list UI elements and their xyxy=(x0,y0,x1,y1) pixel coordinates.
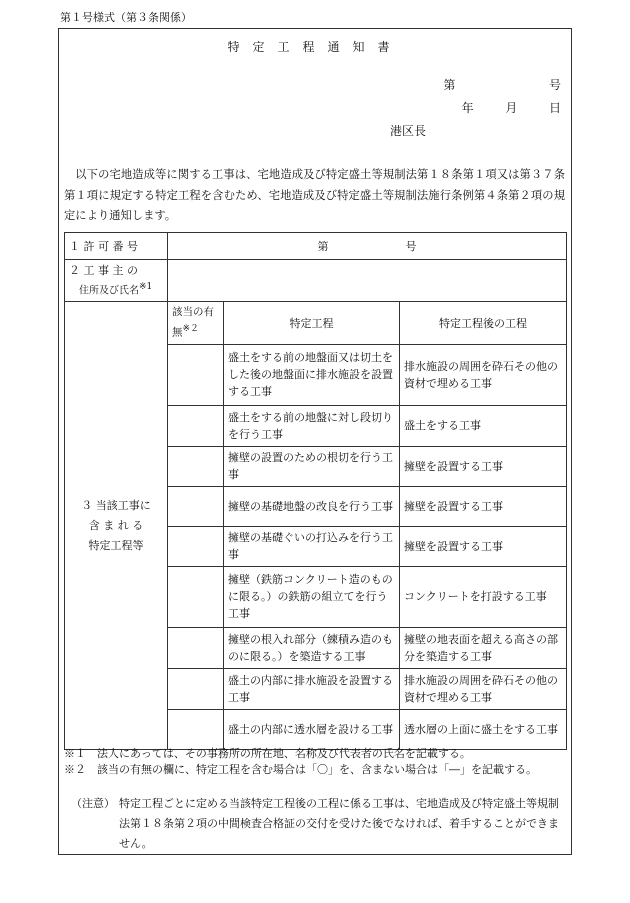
form-title: 特定工程通知書 xyxy=(227,40,403,54)
process-text: 盛土をする前の地盤に対し段切りを行う工事 xyxy=(224,405,400,446)
process-header: 特定工程 xyxy=(224,302,400,345)
process-text: 擁壁の基礎ぐいの打込みを行う工事 xyxy=(224,526,400,566)
caution xyxy=(71,794,563,854)
after-text: 擁壁を設置する工事 xyxy=(400,446,567,486)
permit-row xyxy=(65,233,567,260)
process-label-1: ３ 当該工事に xyxy=(81,498,151,512)
after-text: 盛土をする工事 xyxy=(400,405,567,446)
document-number xyxy=(443,76,561,93)
applicable-cell[interactable] xyxy=(168,526,224,566)
notes xyxy=(59,746,571,778)
intro-text: 以下の宅地造成等に関する工事は、宅地造成及び特定盛土等規制法第１８条第１項又は第３７条第１項に規定する特定工程を含むため、宅地造成及び特定盛土等規制法施行条例第４条第２項の規定により通知します。 xyxy=(64,168,565,222)
permit-number[interactable] xyxy=(168,233,567,260)
process-label-3: 特定工程等 xyxy=(88,538,144,552)
applicable-cell[interactable] xyxy=(168,446,224,486)
applicable-cell[interactable] xyxy=(168,709,224,749)
after-text: コンクリートを打設する工事 xyxy=(400,566,567,627)
after-text: 擁壁の地表面を超える高さの部分を築造する工事 xyxy=(400,627,567,668)
caution-body: 特定工程ごとに定める当該特定工程後の工程に係る工事は、宅地造成及び特定盛土等規制法第１８条第２項の中間検査合格証の交付を受けた後でなければ、着手することができません。 xyxy=(119,797,559,850)
date-day: 日 xyxy=(548,101,561,115)
header-row xyxy=(65,302,567,345)
process-text: 盛土の内部に透水層を設ける工事 xyxy=(224,709,400,749)
permit-no-prefix: 第 xyxy=(317,239,329,253)
permit-no-suffix: 号 xyxy=(405,239,417,253)
owner-label-cell xyxy=(65,260,168,302)
after-text: 擁壁を設置する工事 xyxy=(400,486,567,526)
owner-row xyxy=(65,260,567,302)
number-prefix: 第 xyxy=(443,78,456,92)
note-1: ※１ 法人にあっては、その事務所の所在地、名称及び代表者の氏名を記載する。 xyxy=(64,747,471,760)
process-text: 盛土の内部に排水施設を設置する工事 xyxy=(224,668,400,709)
applicable-cell[interactable] xyxy=(168,627,224,668)
process-text: 擁壁（鉄筋コンクリート造のものに限る。）の鉄筋の組立てを行う工事 xyxy=(224,566,400,627)
owner-label: ２ 工 事 主 の xyxy=(69,264,138,277)
applicable-header-text: 該当の有無 xyxy=(172,306,214,339)
form-id: 第１号様式（第３条関係） xyxy=(60,11,192,24)
owner-sub-text: 住所及び氏名 xyxy=(79,285,139,297)
applicable-cell[interactable] xyxy=(168,486,224,526)
after-header: 特定工程後の工程 xyxy=(400,302,567,345)
process-text: 擁壁の設置のための根切を行う工事 xyxy=(224,446,400,486)
date-month: 月 xyxy=(505,101,518,115)
owner-sub-label xyxy=(69,279,163,299)
owner-mark: ※1 xyxy=(139,282,153,292)
addressee: 港区長 xyxy=(390,124,427,138)
permit-label: １ 許 可 番 号 xyxy=(65,233,168,260)
applicable-cell[interactable] xyxy=(168,668,224,709)
caution-head: （注意） xyxy=(71,797,115,810)
after-text: 透水層の上面に盛土をする工事 xyxy=(400,709,567,749)
date-year: 年 xyxy=(461,101,474,115)
process-table xyxy=(64,232,567,750)
after-text: 擁壁を設置する工事 xyxy=(400,526,567,566)
after-text: 排水施設の周囲を砕石その他の資材で埋める工事 xyxy=(400,344,567,405)
applicable-cell[interactable] xyxy=(168,405,224,446)
applicable-header xyxy=(168,302,224,345)
owner-value[interactable] xyxy=(168,260,567,302)
applicable-cell[interactable] xyxy=(168,344,224,405)
process-label xyxy=(65,302,168,750)
note-2: ※２ 該当の有無の欄に、特定工程を含む場合は「〇」を、含まない場合は「―」を記載する。 xyxy=(64,763,537,776)
process-label-2: 含 ま れ る xyxy=(88,518,144,532)
number-suffix: 号 xyxy=(548,78,561,92)
process-text: 擁壁の基礎地盤の改良を行う工事 xyxy=(224,486,400,526)
applicable-cell[interactable] xyxy=(168,566,224,627)
after-text: 排水施設の周囲を砕石その他の資材で埋める工事 xyxy=(400,668,567,709)
process-text: 擁壁の根入れ部分（練積み造のものに限る。）を築造する工事 xyxy=(224,627,400,668)
applicable-mark: ※２ xyxy=(182,324,200,335)
form-frame xyxy=(58,28,572,855)
process-text: 盛土をする前の地盤面又は切土をした後の地盤面に排水施設を設置する工事 xyxy=(224,344,400,405)
document-date xyxy=(462,99,561,116)
